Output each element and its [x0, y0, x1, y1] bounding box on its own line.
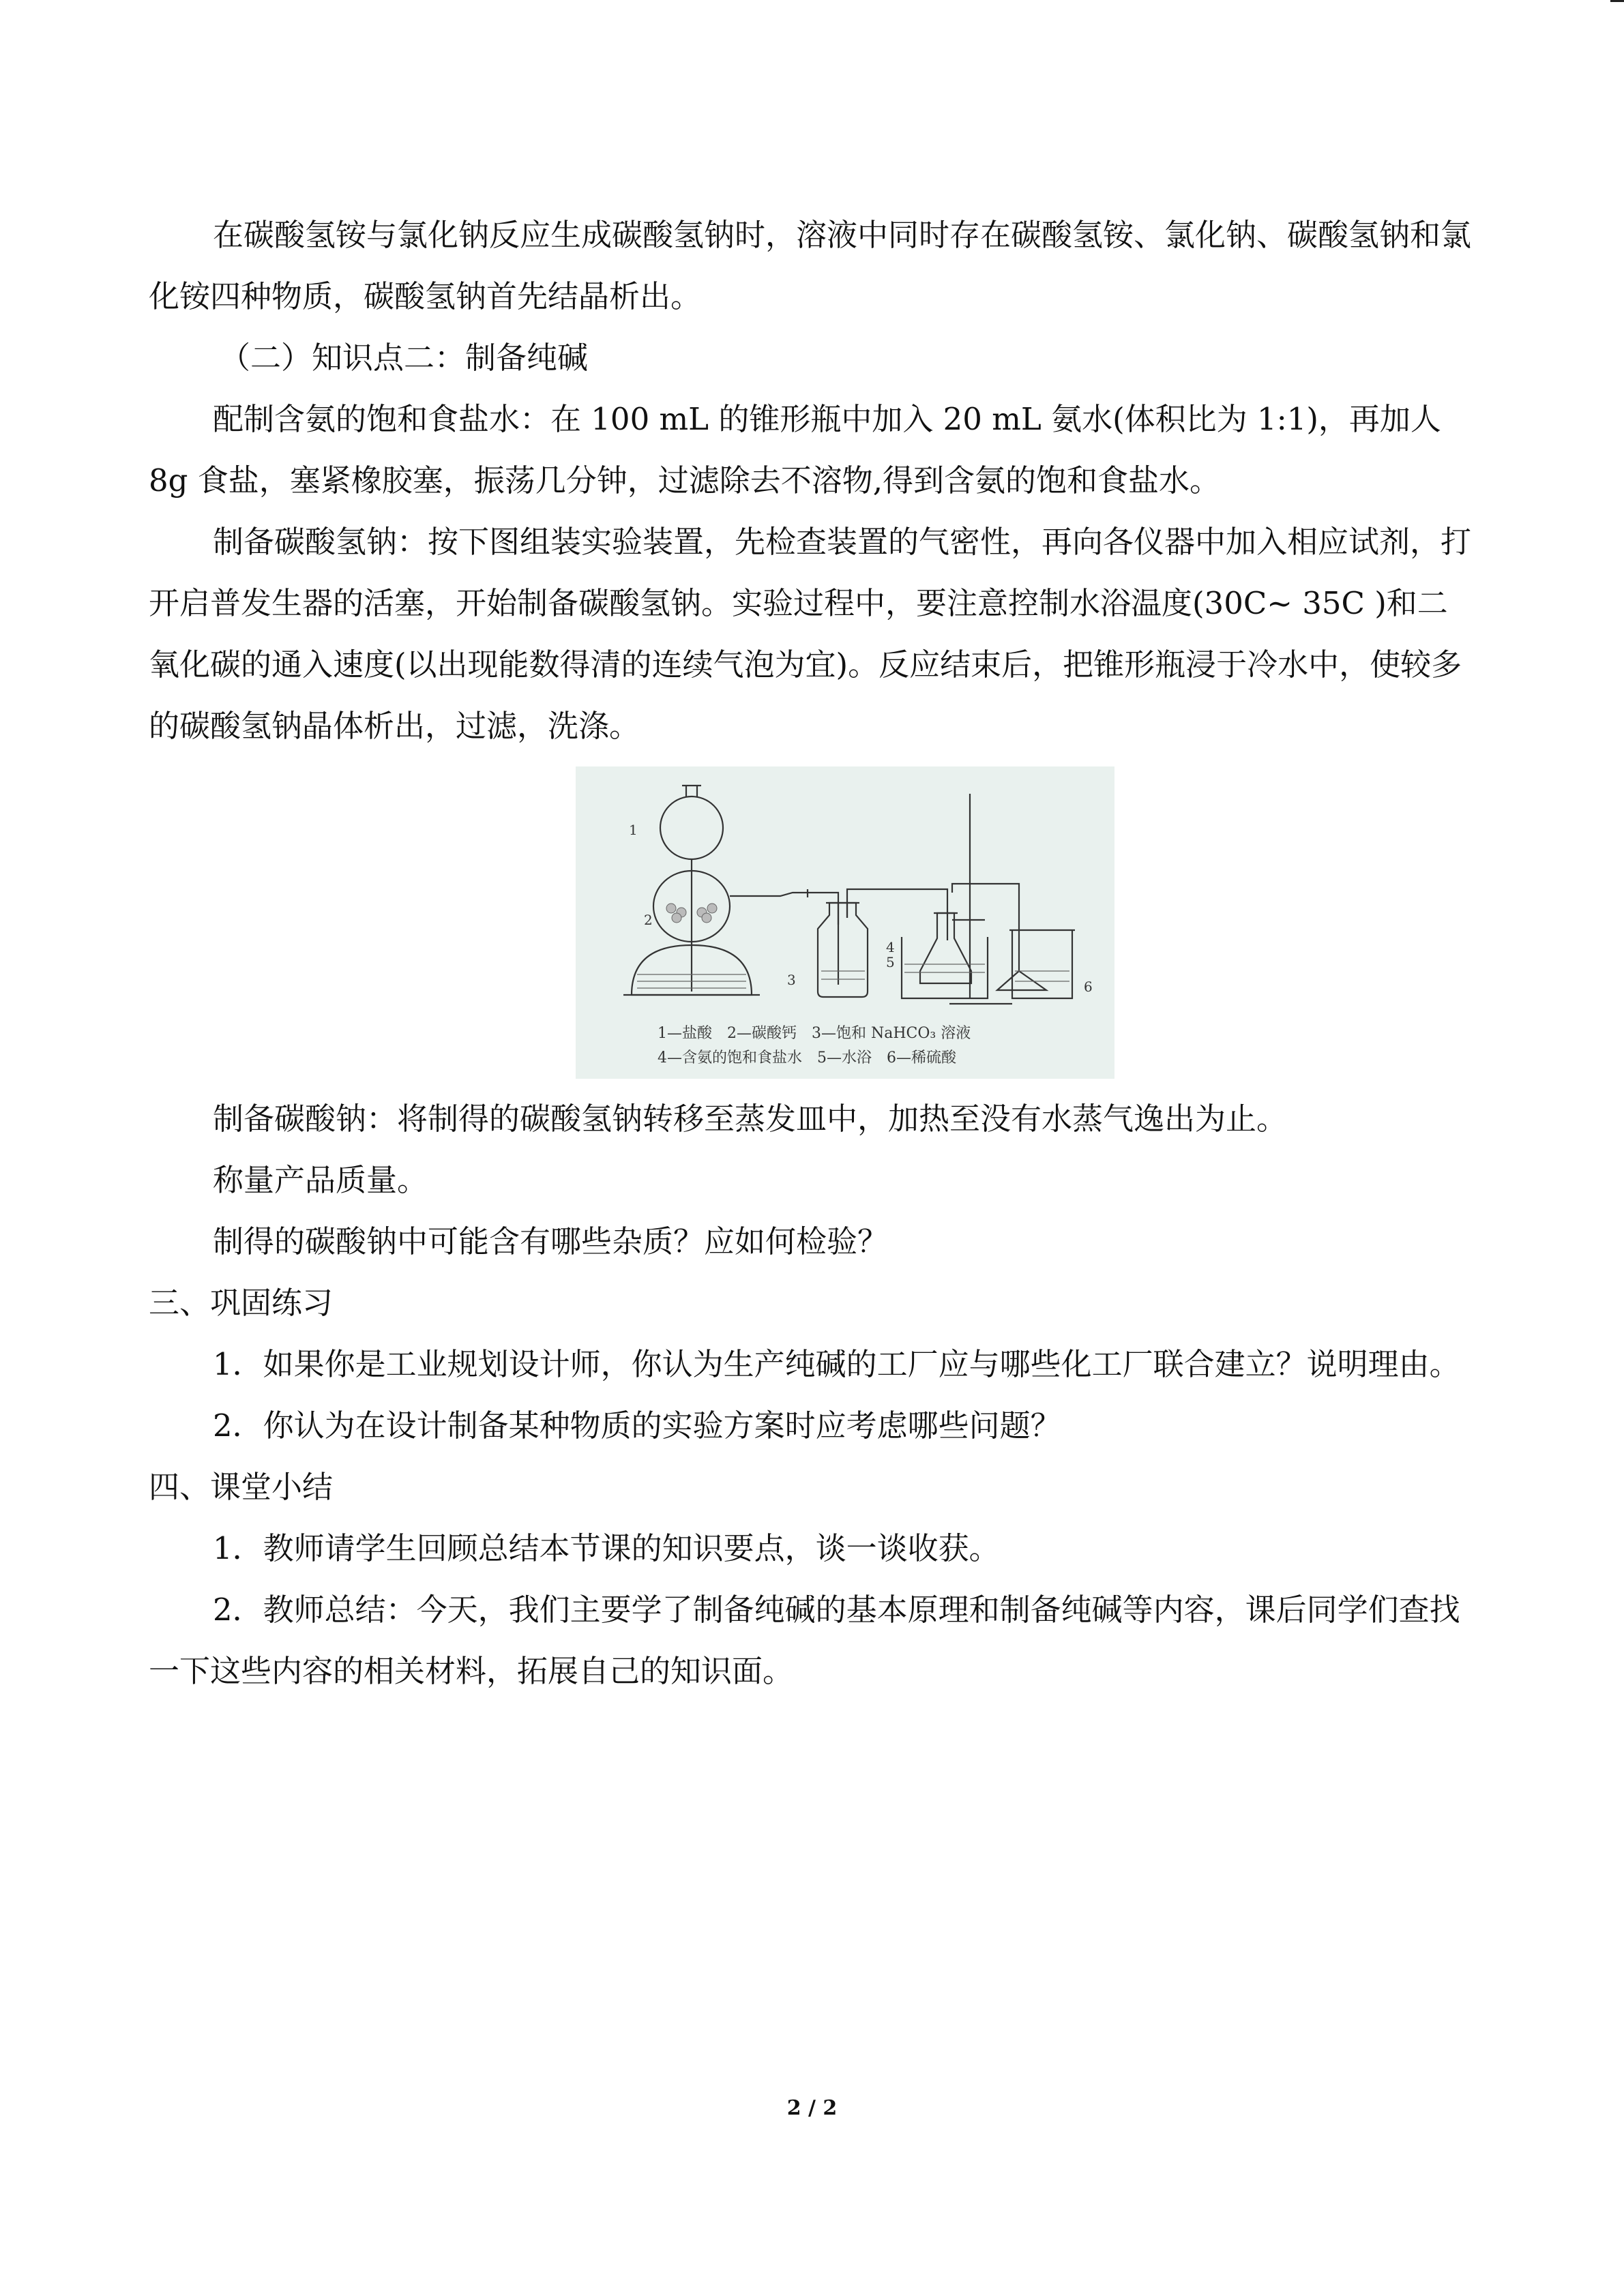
paragraph-prepare-brine: 配制含氨的饱和食盐水：在 100 mL 的锥形瓶中加入 20 mL 氨水(体积比为 1:1)，再加人 8g 食盐，塞紧橡胶塞，振荡几分钟，过滤除去不溶物,得到含氨的饱和食盐水。 — [149, 401, 1441, 498]
section-3-item-1: 1．如果你是工业规划设计师，你认为生产纯碱的工厂应与哪些化工厂联合建立？说明理由。 — [213, 1346, 1460, 1382]
page-number: 2 / 2 — [786, 2096, 838, 2120]
water-bath-beaker — [902, 937, 988, 998]
section-4-heading: 四、课堂小结 — [149, 1469, 334, 1505]
washing-bottle — [818, 903, 868, 997]
label-1: 1 — [629, 822, 638, 838]
page-corner-mark — [1610, 0, 1624, 2]
label-2: 2 — [644, 912, 653, 928]
inverted-funnel — [997, 971, 1046, 990]
kipp-top-bulb — [660, 796, 723, 859]
paragraph-impurity-question: 制得的碳酸钠中可能含有哪些杂质？应如何检验？ — [213, 1223, 889, 1259]
kipp-outlet-tube — [730, 893, 808, 896]
section-3-heading: 三、巩固练习 — [149, 1285, 334, 1321]
knowledge-point-2-heading: （二）知识点二：制备纯碱 — [220, 340, 589, 376]
section-3-item-2: 2．你认为在设计制备某种物质的实验方案时应考虑哪些问题？ — [213, 1407, 1061, 1444]
paragraph-prepare-carbonate: 制备碳酸钠：将制得的碳酸氢钠转移至蒸发皿中，加热至没有水蒸气逸出为止。 — [213, 1101, 1288, 1137]
figure-caption-line-2: 4—含氨的饱和食盐水 5—水浴 6—稀硫酸 — [658, 1049, 956, 1067]
paragraph-prepare-bicarbonate: 制备碳酸氢钠：按下图组装实验装置，先检查装置的气密性，再向各仪器中加入相应试剂，打开启普发生器的活塞，开始制备碳酸氢钠。实验过程中，要注意控制水浴温度(30C~ 35C )和二氧化碳的通入速度(以出现能数得清的连续气泡为宜)。反应结束后，把锥形瓶浸于冷水中，使较多的碳酸氢钠晶体析出，过滤，洗涤。 — [149, 524, 1472, 744]
section-4-item-1: 1．教师请学生回顾总结本节课的知识要点，谈一谈收获。 — [213, 1530, 1000, 1566]
label-3: 3 — [787, 972, 796, 988]
apparatus-diagram — [576, 766, 1114, 1079]
section-4-item-2: 2．教师总结：今天，我们主要学了制备纯碱的基本原理和制备纯碱等内容，课后同学们查找一下这些内容的相关材料，拓展自己的知识面。 — [149, 1592, 1460, 1689]
outlet-tube — [952, 884, 1019, 971]
apparatus-figure — [576, 766, 1114, 1079]
paragraph-weigh-product: 称量产品质量。 — [213, 1162, 428, 1198]
figure-caption-line-1: 1—盐酸 2—碳酸钙 3—饱和 NaHCO₃ 溶液 — [658, 1025, 971, 1042]
document-body — [149, 205, 1476, 1702]
label-4: 4 — [886, 939, 895, 955]
label-6: 6 — [1084, 979, 1093, 995]
label-5: 5 — [886, 954, 895, 970]
connecting-tube — [847, 889, 947, 940]
paragraph-crystallization: 在碳酸氢铵与氯化钠反应生成碳酸氢钠时，溶液中同时存在碳酸氢铵、氯化钠、碳酸氢钠和氯化铵四种物质，碳酸氢钠首先结晶析出。 — [149, 217, 1472, 314]
